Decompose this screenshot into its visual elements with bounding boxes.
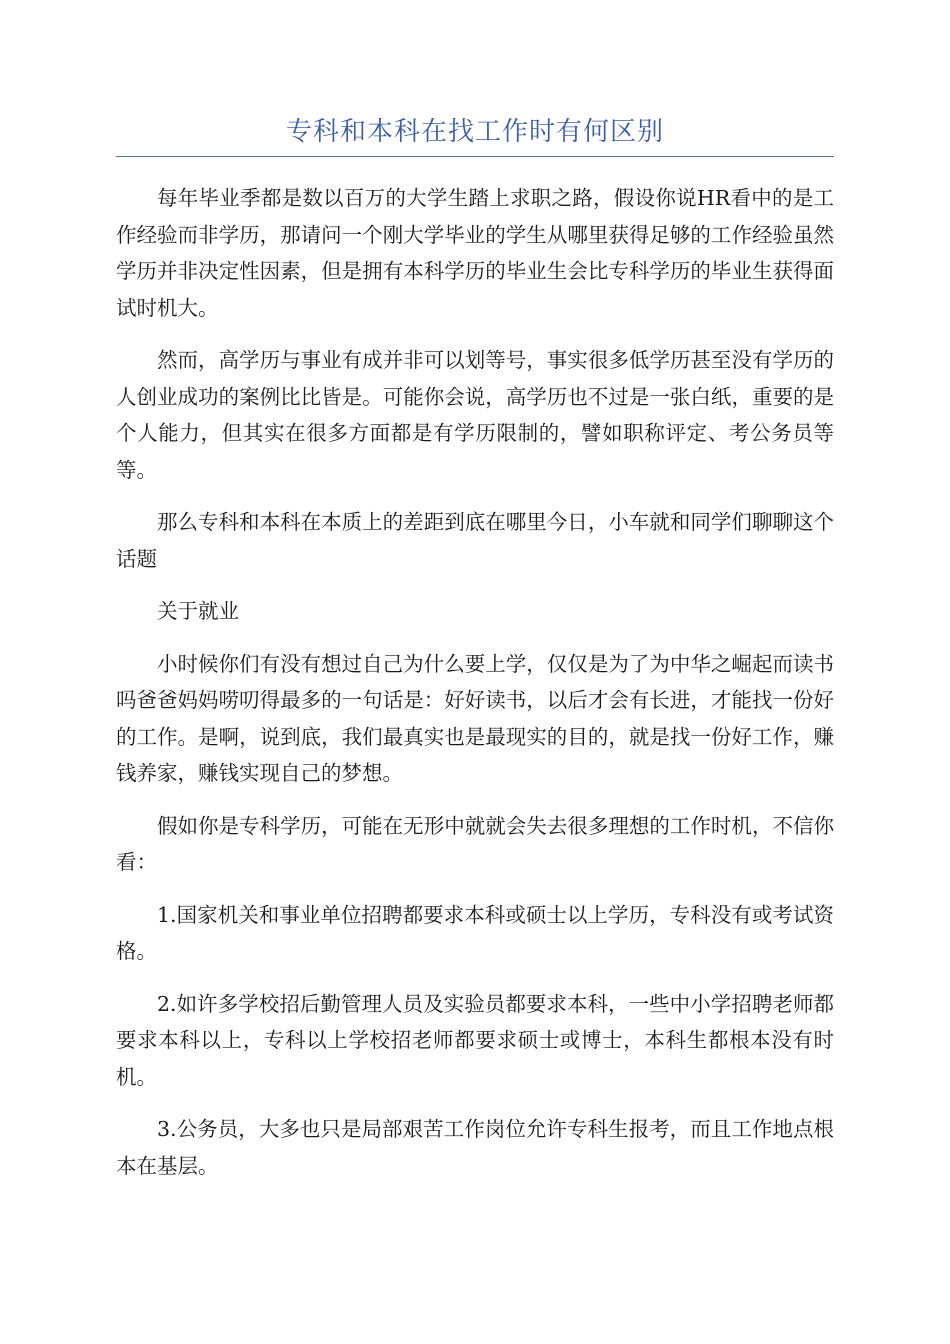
list-item-2: 2.如许多学校招后勤管理人员及实验员都要求本科，一些中小学招聘老师都要求本科以上，专科以上学校招老师都要求硕士或博士，本科生都根本没有时机。 (116, 991, 834, 1089)
paragraph-topic: 那么专科和本科在本质上的差距到底在哪里今日，小车就和同学们聊聊这个话题 (116, 510, 834, 571)
paragraph-childhood: 小时候你们有没有想过自己为什么要上学，仅仅是为了为中华之崛起而读书吗爸爸妈妈唠叨得最多的一句话是：好好读书，以后才会有长进，才能找一份好的工作。是啊，说到底，我们最真实也是最现实的目的，就是找一份好工作，赚钱养家，赚钱实现自己的梦想。 (116, 651, 834, 785)
list-item-1: 1.国家机关和事业单位招聘都要求本科或硕士以上学历，专科没有或考试资格。 (116, 902, 834, 963)
paragraph-education-limits: 然而，高学历与事业有成并非可以划等号，事实很多低学历甚至没有学历的人创业成功的案例比比皆是。可能你会说，高学历也不过是一张白纸，重要的是个人能力，但其实在很多方面都是有学历限制的，譬如职称评定、考公务员等等。 (116, 348, 834, 482)
paragraph-opportunities: 假如你是专科学历，可能在无形中就就会失去很多理想的工作时机，不信你看： (116, 813, 834, 874)
title-block (116, 112, 834, 157)
list-item-3: 3.公务员，大多也只是局部艰苦工作岗位允许专科生报考，而且工作地点根本在基层。 (116, 1117, 834, 1178)
paragraph-intro: 每年毕业季都是数以百万的大学生踏上求职之路，假设你说HR看中的是工作经验而非学历，那请问一个刚大学毕业的学生从哪里获得足够的工作经验虽然学历并非决定性因素，但是拥有本科学历的毕业生会比专科学历的毕业生获得面试时机大。 (116, 186, 834, 320)
document-title: 专科和本科在找工作时有何区别 (285, 117, 664, 147)
document-body (116, 180, 834, 1200)
section-heading-employment: 关于就业 (157, 599, 239, 623)
